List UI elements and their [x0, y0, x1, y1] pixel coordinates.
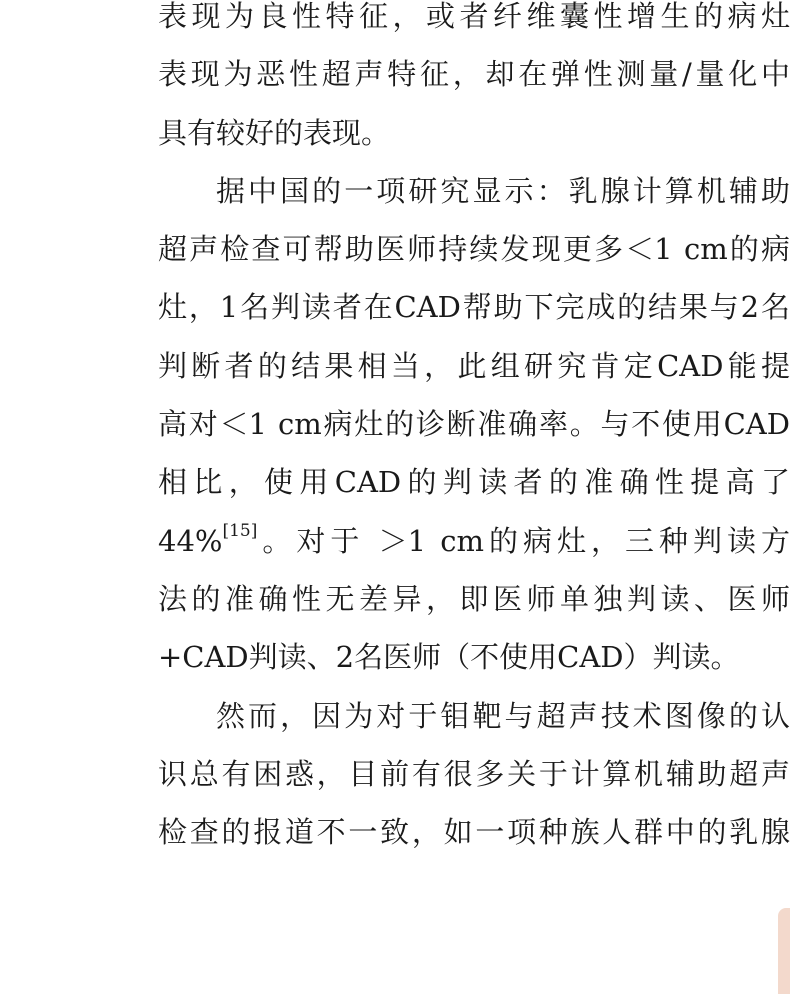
page-edge-tab	[778, 908, 790, 994]
text-line: 具有较好的表现。	[158, 115, 391, 150]
text-line: 灶，1名判读者在CAD帮助下完成的结果与2名	[158, 290, 790, 325]
text-line: 据中国的一项研究显示：乳腺计算机辅助	[216, 173, 790, 208]
text-line-with-citation	[158, 512, 790, 570]
paragraph-2	[158, 162, 790, 687]
text-line: 表现为恶性超声特征，却在弹性测量/量化中	[158, 57, 790, 92]
text-after-citation: 。对于 ＞1 cm的病灶，三种判读方	[257, 523, 790, 558]
text-line: 检查的报道不一致，如一项种族人群中的乳腺	[158, 815, 790, 850]
text-line: 然而，因为对于钼靶与超声技术图像的认	[216, 698, 790, 733]
text-line: +CAD判读、2名医师（不使用CAD）判读。	[158, 640, 740, 675]
text-line: 表现为良性特征，或者纤维囊性增生的病灶	[158, 0, 790, 33]
citation-ref: [15]	[222, 521, 258, 542]
body-text	[158, 0, 790, 861]
text-line: 超声检查可帮助医师持续发现更多＜1 cm的病	[158, 232, 790, 267]
text-line: 法的准确性无差异，即医师单独判读、医师	[158, 581, 790, 616]
text-line: 高对＜1 cm病灶的诊断准确率。与不使用CAD	[158, 407, 790, 442]
text-line: 相比，使用CAD的判读者的准确性提高了	[158, 465, 790, 500]
paragraph-3	[158, 687, 790, 862]
paragraph-1	[158, 0, 790, 162]
text-line: 识总有困惑，目前有很多关于计算机辅助超声	[158, 756, 790, 791]
text-line: 判断者的结果相当，此组研究肯定CAD能提	[158, 348, 790, 383]
percent-value: 44%	[158, 523, 223, 558]
